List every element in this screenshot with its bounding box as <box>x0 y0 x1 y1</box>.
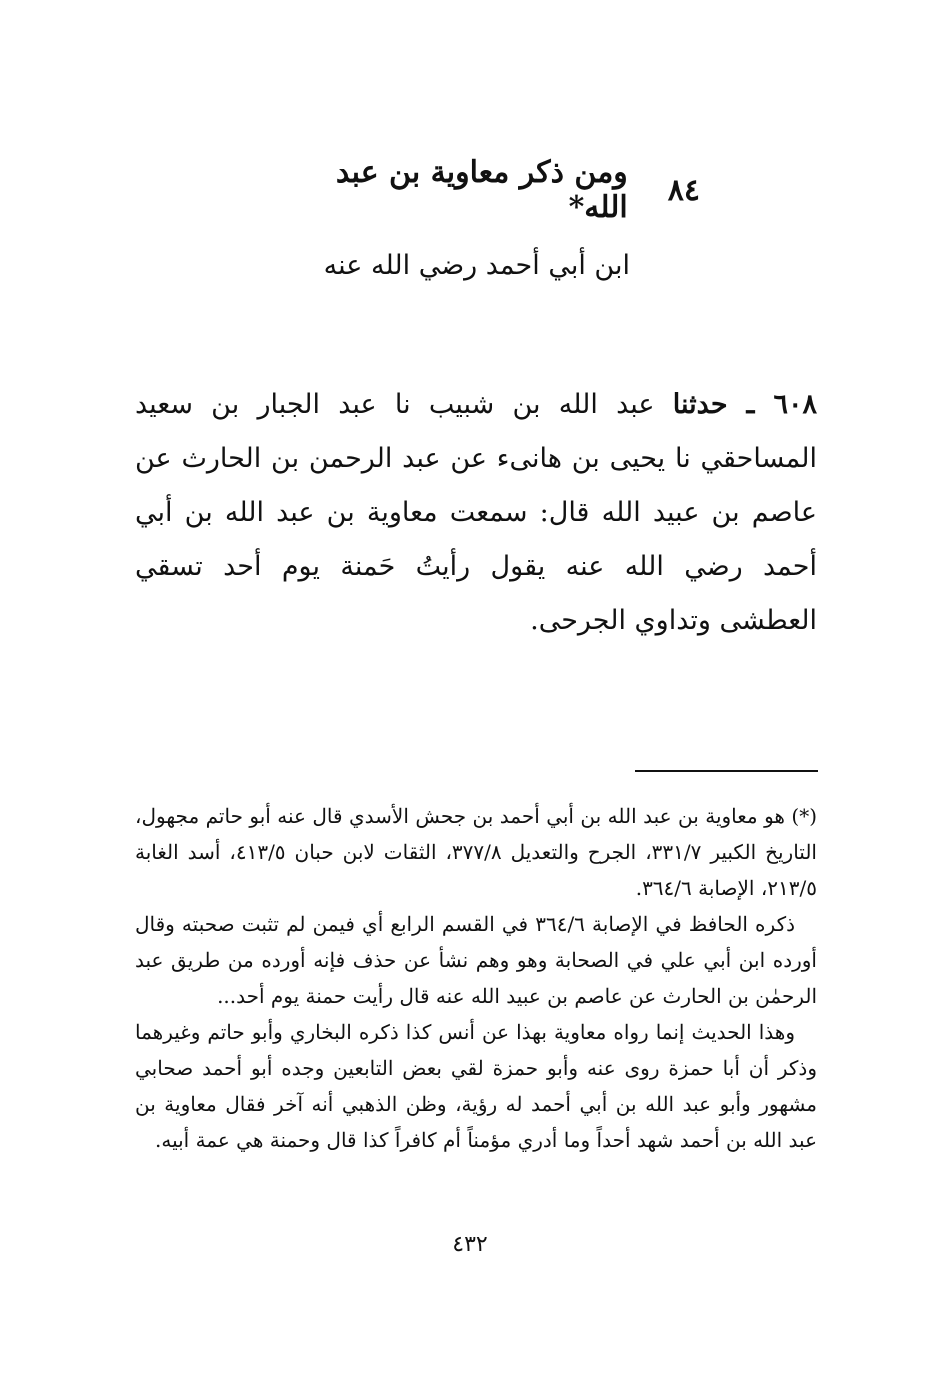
footnote-divider <box>635 770 818 772</box>
section-heading <box>300 155 700 225</box>
section-number: ٨٤ <box>667 172 700 208</box>
section-subtitle: ابن أبي أحمد رضي الله عنه <box>323 250 630 281</box>
footnote-paragraph: (*) هو معاوية بن عبد الله بن أبي أحمد بن جحش الأسدي قال عنه أبو حاتم مجهول، التاريخ الكبير ٣٣١/٧، الجرح والتعديل ٣٧٧/٨، الثقات لابن حبان ٤١٣/٥، أسد الغابة ٢١٣/٥، الإصابة ٣٦٤/٦. <box>135 804 817 900</box>
footnotes <box>135 798 817 1158</box>
hadith-number-lead: ٦٠٨ ـ حدثنا <box>672 389 818 420</box>
page-number: ٤٣٢ <box>452 1232 488 1257</box>
footnote-paragraph: ذكره الحافظ في الإصابة ٣٦٤/٦ في القسم الرابع أي فيمن لم تثبت صحبته وقال أورده ابن أبي علي في الصحابة وهو وهم نشأ عن حذف فإنه أورده من طريق عبد الرحمٰن بن الحارث عن عاصم بن عبيد الله عنه قال رأيت حمنة يوم أحد... <box>135 912 817 1008</box>
section-title: ومن ذكر معاوية بن عبد الله* <box>335 155 628 225</box>
footnote-paragraph: وهذا الحديث إنما رواه معاوية بهذا عن أنس كذا ذكره البخاري وأبو حاتم وغيرهما وذكر أن أبا حمزة روى عنه وأبو حمزة لقي بعض التابعين وجده أبو أحمد صحابي مشهور وأبو عبد الله بن أبي أحمد له رؤية، وظن الذهبي أنه آخر فقال معاوية بن عبد الله بن أحمد شهد أحداً وما أدري مؤمناً أم كافراً كذا قال وحمنة هي عمة أبيه. <box>135 1020 817 1152</box>
hadith-body: عبد الله بن شبيب نا عبد الجبار بن سعيد المساحقي نا يحيى بن هانىء عن عبد الرحمن بن الحارث عن عاصم بن عبيد الله قال: سمعت معاوية بن عبد الله بن أبي أحمد رضي الله عنه يقول رأيتُ حَمنة يوم أحد تسقي العطشى وتداوي الجرحى. <box>135 389 817 636</box>
hadith-text <box>135 378 817 648</box>
